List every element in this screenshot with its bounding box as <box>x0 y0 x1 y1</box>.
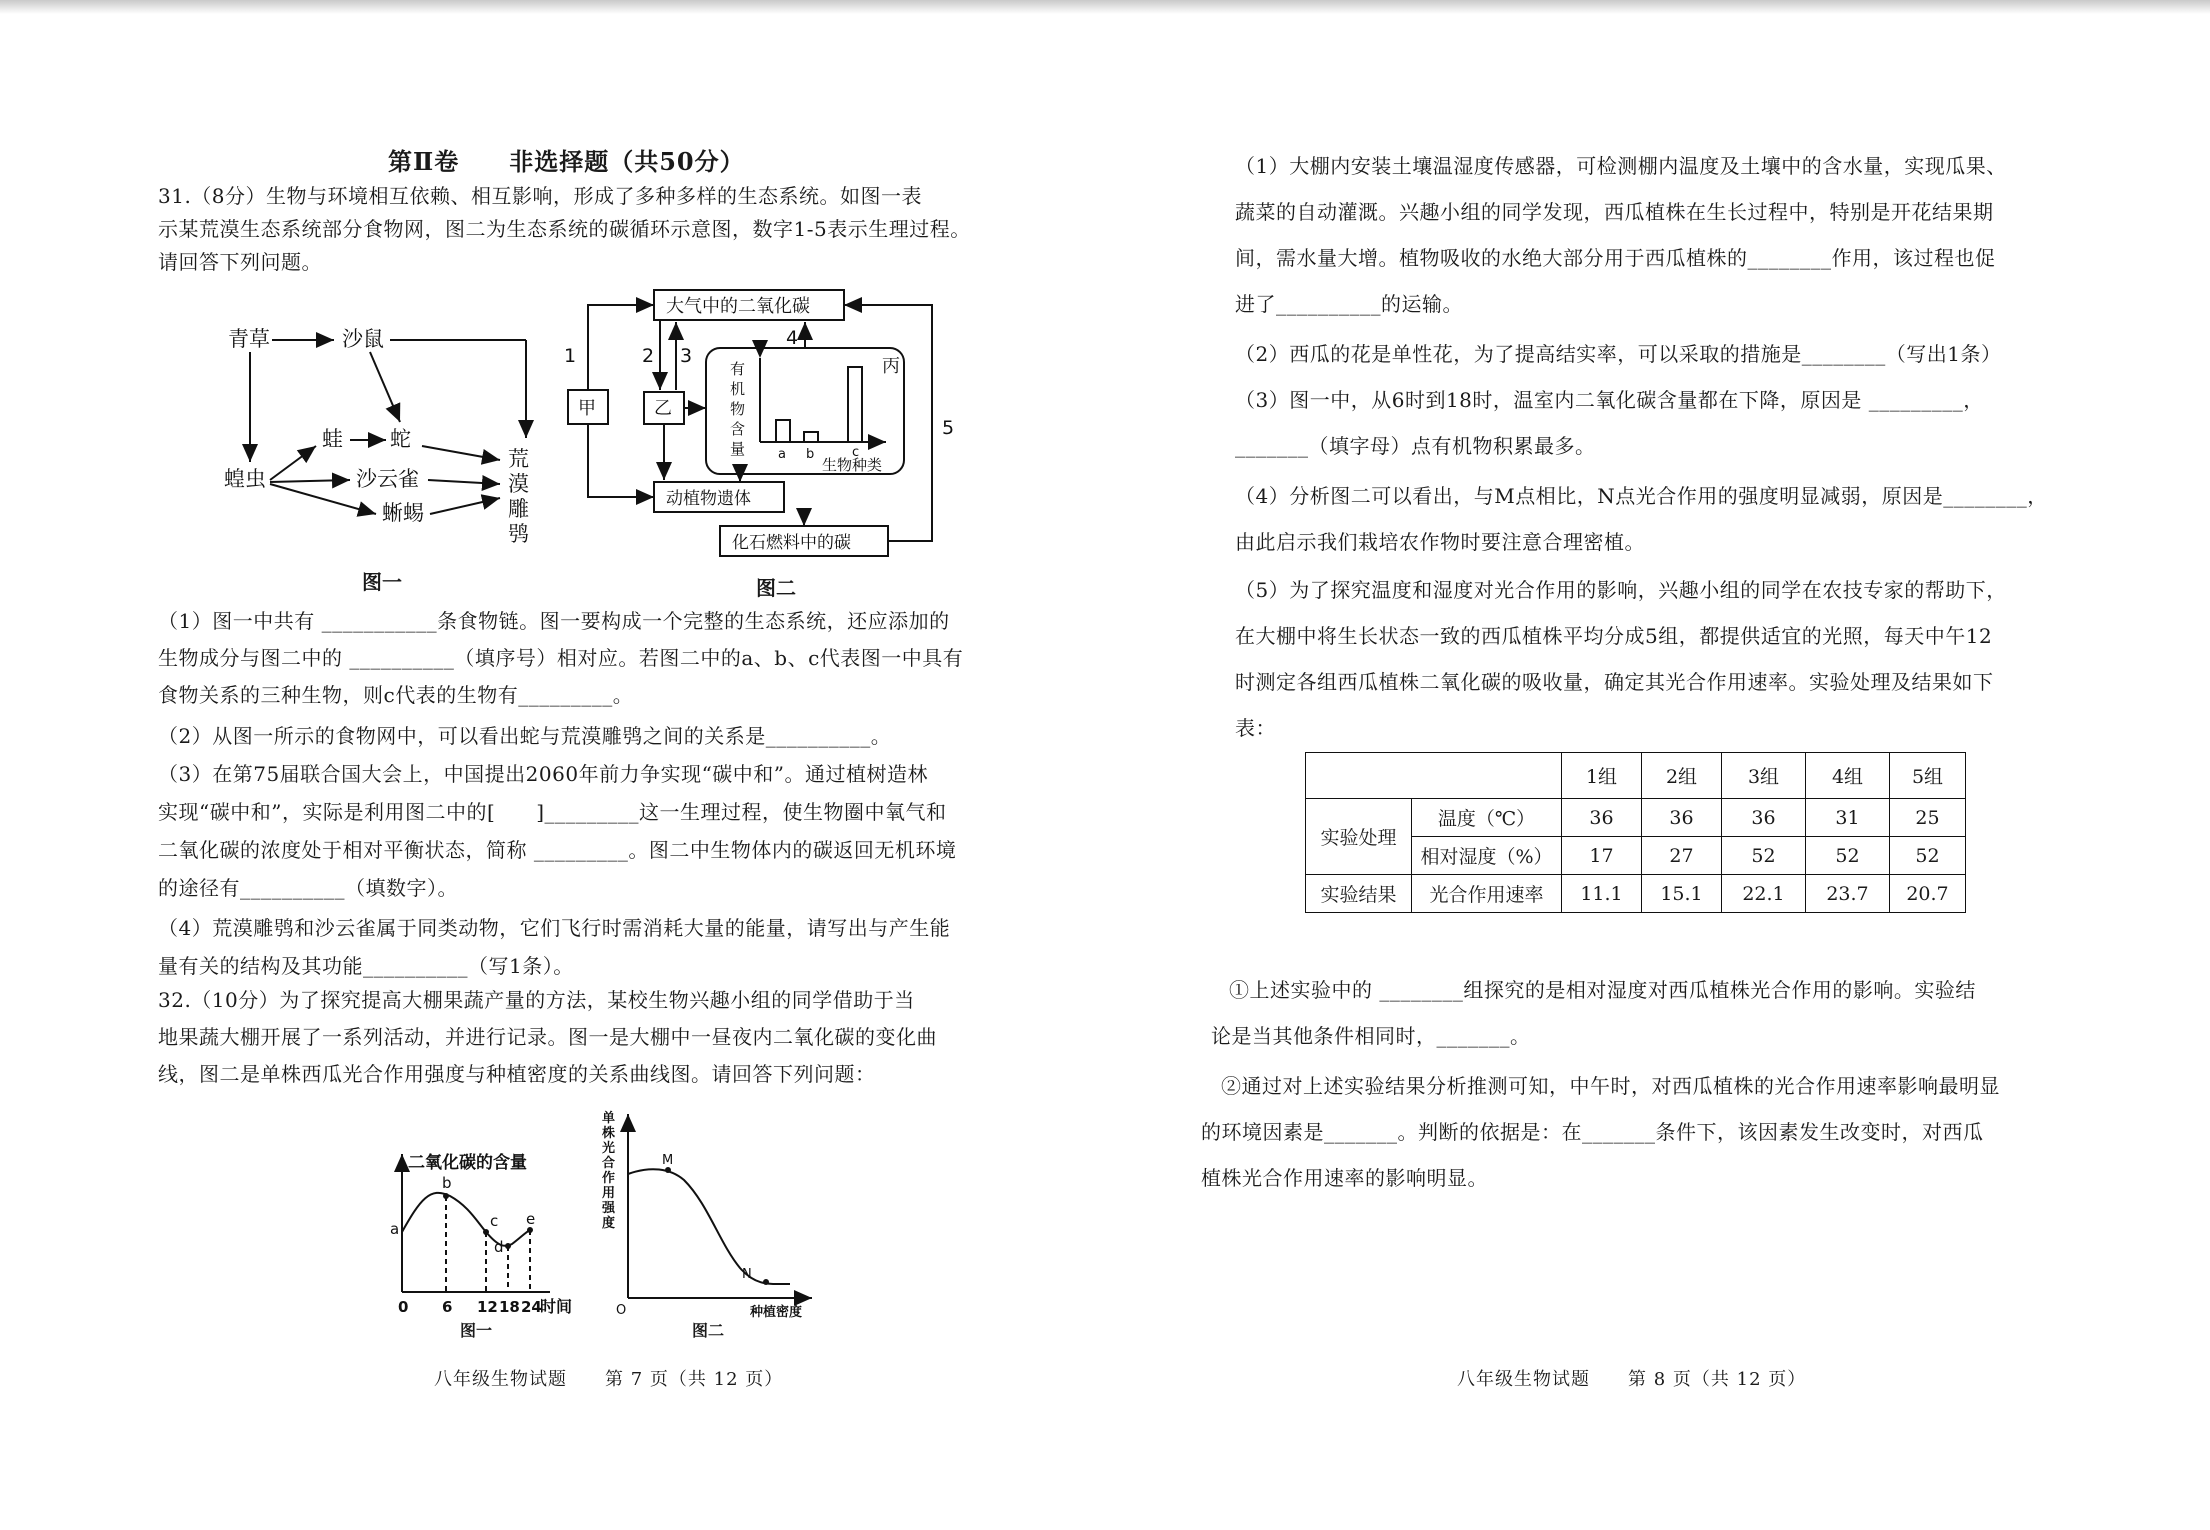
table-cell: 17 <box>1562 837 1642 875</box>
point-d: d <box>494 1238 504 1256</box>
ylabel-char: 用 <box>602 1186 616 1201</box>
table-row <box>1306 875 1966 913</box>
q31-2-line: （2）从图一所示的食物网中，可以看出蛇与荒漠雕鸮之间的关系是__________。 <box>158 724 892 748</box>
time-xlabel: 时间 <box>540 1297 573 1316</box>
process-5: 5 <box>942 417 955 439</box>
table-cell: 36 <box>1562 799 1642 837</box>
atmosphere-co2-label: 大气中的二氧化碳 <box>666 296 810 317</box>
time-tick: 18 <box>499 1298 520 1316</box>
bar-c <box>848 367 862 442</box>
ylabel-char: 光 <box>602 1141 616 1156</box>
node-gerbil: 沙鼠 <box>342 327 384 351</box>
q31-1-line: 食物关系的三种生物，则c代表的生物有_________。 <box>158 683 634 707</box>
node-lark: 沙云雀 <box>356 467 419 491</box>
q32-3-line: （3）图一中，从6时到18时，温室内二氧化碳含量都在下降，原因是 _________， <box>1235 388 1984 412</box>
group-header: 3组 <box>1722 753 1806 799</box>
table-cell: 25 <box>1890 799 1966 837</box>
point-b: b <box>442 1174 452 1192</box>
time-axis-ticks <box>398 1298 542 1316</box>
ylabel-char: 单 <box>602 1111 616 1126</box>
humidity-label: 相对湿度（%） <box>1412 837 1562 875</box>
table-cell: 22.1 <box>1722 875 1806 913</box>
q32-1-line: 间，需水量大增。植物吸收的水绝大部分用于西瓜植株的________作用，该过程也促 <box>1235 246 1996 270</box>
fig2-caption: 图二 <box>756 576 796 600</box>
bar-b <box>804 432 818 442</box>
photosynthesis-density-chart <box>590 1100 830 1320</box>
co2-curve-chart <box>380 1140 600 1340</box>
bar-label-a: a <box>778 447 786 462</box>
node-frog: 蛙 <box>322 427 343 451</box>
time-tick: 6 <box>442 1298 453 1316</box>
temperature-label: 温度（℃） <box>1412 799 1562 837</box>
process-2: 2 <box>642 345 655 367</box>
food-web-diagram <box>210 318 550 558</box>
chart1-caption: 图一 <box>460 1321 493 1340</box>
result-label: 实验结果 <box>1306 875 1412 913</box>
table-cell: 27 <box>1642 837 1722 875</box>
experiment-table <box>1305 752 1966 913</box>
q32-5-sub2-line: 的环境因素是_______。判断的依据是：在_______条件下，该因素发生改变时，对西瓜 <box>1201 1120 1984 1144</box>
q32-5-sub1-line: 论是当其他条件相同时，_______。 <box>1211 1024 1531 1048</box>
point-e: e <box>526 1210 536 1228</box>
q31-3-line: （3）在第75届联合国大会上，中国提出2060年前力争实现“碳中和”。通过植树造林 <box>158 762 929 786</box>
ylabel-char: 合 <box>602 1156 616 1171</box>
process-3: 3 <box>680 345 693 367</box>
q32-5-line: 表： <box>1235 716 1276 740</box>
q32-intro-line: 地果蔬大棚开展了一系列活动，并进行记录。图一是大棚中一昼夜内二氧化碳的变化曲 <box>158 1025 937 1049</box>
bar-label-b: b <box>806 447 815 462</box>
ylabel-char: 株 <box>602 1126 616 1141</box>
table-cell: 23.7 <box>1806 875 1890 913</box>
point-M: M <box>662 1153 674 1168</box>
table-cell: 15.1 <box>1642 875 1722 913</box>
time-tick: 24 <box>521 1298 542 1316</box>
carbon-cycle-diagram <box>560 282 980 572</box>
bing-label: 丙 <box>882 356 900 377</box>
q32-4-line: 由此启示我们栽培农作物时要注意合理密植。 <box>1235 530 1645 554</box>
q32-4-line: （4）分析图二可以看出，与M点相比，N点光合作用的强度明显减弱，原因是________， <box>1235 484 2048 508</box>
bar-a <box>776 420 790 442</box>
q32-5-line: 时测定各组西瓜植株二氧化碳的吸收量，确定其光合作用速率。实验处理及结果如下 <box>1235 670 1994 694</box>
rate-label: 光合作用速率 <box>1412 875 1562 913</box>
q32-1-line: （1）大棚内安装土壤温湿度传感器，可检测棚内温度及土壤中的含水量，实现瓜果、 <box>1235 154 2007 178</box>
node-lizard: 蜥蜴 <box>382 501 424 525</box>
density-xlabel: 种植密度 <box>750 1305 803 1320</box>
group-header: 4组 <box>1806 753 1890 799</box>
organic-ylabel-4: 含 <box>730 420 746 438</box>
ylabel-char: 强 <box>602 1201 616 1216</box>
ylabel-char: 度 <box>602 1216 616 1231</box>
jia-label: 甲 <box>578 398 596 419</box>
node-grass: 青草 <box>228 327 270 351</box>
node-owl-2: 漠 <box>508 472 529 496</box>
q32-5-line: （5）为了探究温度和湿度对光合作用的影响，兴趣小组的同学在农技专家的帮助下， <box>1235 578 2007 602</box>
organic-ylabel-2: 机 <box>730 380 746 398</box>
section-title: 第Ⅱ卷 非选择题（共50分） <box>388 147 745 176</box>
table-cell: 52 <box>1890 837 1966 875</box>
origin-label: O <box>616 1303 627 1318</box>
node-locust: 蝗虫 <box>224 467 266 491</box>
time-tick: 12 <box>477 1298 498 1316</box>
fig1-caption: 图一 <box>362 570 402 594</box>
q32-1-line: 蔬菜的自动灌溉。兴趣小组的同学发现，西瓜植株在生长过程中，特别是开花结果期 <box>1235 200 1994 224</box>
chart2-caption: 图二 <box>692 1321 725 1340</box>
organic-ylabel-5: 量 <box>730 440 746 458</box>
q32-5-line: 在大棚中将生长状态一致的西瓜植株平均分成5组，都提供适宜的光照，每天中午12 <box>1235 624 1993 648</box>
node-owl-3: 雕 <box>508 497 529 521</box>
time-tick: 0 <box>398 1298 409 1316</box>
table-row <box>1306 799 1966 837</box>
table-cell: 11.1 <box>1562 875 1642 913</box>
treatment-label: 实验处理 <box>1306 799 1412 875</box>
fossil-carbon-label: 化石燃料中的碳 <box>732 533 851 553</box>
table-cell: 31 <box>1806 799 1890 837</box>
q32-intro-line: 线，图二是单株西瓜光合作用强度与种植密度的关系曲线图。请回答下列问题： <box>158 1062 876 1086</box>
process-1: 1 <box>564 345 577 367</box>
node-snake: 蛇 <box>390 427 411 451</box>
group-header: 1组 <box>1562 753 1642 799</box>
species-xlabel: 生物种类 <box>822 456 883 474</box>
q31-4-line: 量有关的结构及其功能__________（写1条）。 <box>158 954 574 978</box>
table-corner <box>1306 753 1562 799</box>
remains-label: 动植物遗体 <box>666 489 751 509</box>
bar-label-c: c <box>852 445 860 460</box>
page-8 <box>1105 0 2210 1530</box>
q31-4-line: （4）荒漠雕鸮和沙云雀属于同类动物，它们飞行时需消耗大量的能量，请写出与产生能 <box>158 916 951 940</box>
yi-label: 乙 <box>654 398 672 419</box>
table-cell: 52 <box>1722 837 1806 875</box>
q32-intro-line: 32.（10分）为了探究提高大棚果蔬产量的方法，某校生物兴趣小组的同学借助于当 <box>158 988 915 1012</box>
table-cell: 36 <box>1722 799 1806 837</box>
node-owl-4: 鸮 <box>508 522 529 546</box>
co2-ylabel: 二氧化碳的含量 <box>408 1153 527 1173</box>
q32-3-line: _______（填字母）点有机物积累最多。 <box>1235 434 1596 458</box>
q32-5-sub2-line: ②通过对上述实验结果分析推测可知，中午时，对西瓜植株的光合作用速率影响最明显 <box>1221 1074 2000 1098</box>
page-footer: 八年级生物试题 第 8 页（共 12 页） <box>1457 1369 1807 1390</box>
q31-intro-line: 请回答下列问题。 <box>158 250 322 274</box>
q31-1-line: 生物成分与图二中的 __________（填序号）相对应。若图二中的a、b、c代表图一中具有 <box>158 646 964 670</box>
q31-intro-line: 31.（8分）生物与环境相互依赖、相互影响，形成了多种多样的生态系统。如图一表 <box>158 184 923 208</box>
ylabel-char: 作 <box>602 1171 616 1186</box>
table-cell: 36 <box>1642 799 1722 837</box>
point-c: c <box>490 1212 499 1230</box>
q31-intro-line: 示某荒漠生态系统部分食物网，图二为生态系统的碳循环示意图，数字1-5表示生理过程。 <box>158 217 971 241</box>
q31-3-line: 的途径有__________（填数字）。 <box>158 876 458 900</box>
point-N: N <box>742 1267 752 1282</box>
q31-3-line: 实现“碳中和”，实际是利用图二中的[ ]_________这一生理过程，使生物圈中氧气和 <box>158 800 947 824</box>
group-header: 5组 <box>1890 753 1966 799</box>
organic-ylabel-3: 物 <box>730 400 746 418</box>
q31-1-line: （1）图一中共有 ___________条食物链。图一要构成一个完整的生态系统，还应添加的 <box>158 609 950 633</box>
page-footer: 八年级生物试题 第 7 页（共 12 页） <box>434 1369 784 1390</box>
organic-ylabel-1: 有 <box>730 360 746 378</box>
photosynthesis-ylabel <box>601 1110 616 1231</box>
table-row <box>1306 753 1966 799</box>
q31-3-line: 二氧化碳的浓度处于相对平衡状态，简称 _________。图二中生物体内的碳返回无机环境 <box>158 838 957 862</box>
q32-2-line: （2）西瓜的花是单性花，为了提高结实率，可以采取的措施是________（写出1条） <box>1235 342 2002 366</box>
q32-5-sub1-line: ①上述实验中的 ________组探究的是相对湿度对西瓜植株光合作用的影响。实验结 <box>1229 978 1976 1002</box>
q32-5-sub2-line: 植株光合作用速率的影响明显。 <box>1201 1166 1488 1190</box>
table-cell: 52 <box>1806 837 1890 875</box>
q32-1-line: 进了__________的运输。 <box>1235 292 1463 316</box>
group-header: 2组 <box>1642 753 1722 799</box>
table-cell: 20.7 <box>1890 875 1966 913</box>
process-4: 4 <box>786 327 799 349</box>
point-a: a <box>390 1220 400 1238</box>
node-owl-1: 荒 <box>508 447 529 471</box>
